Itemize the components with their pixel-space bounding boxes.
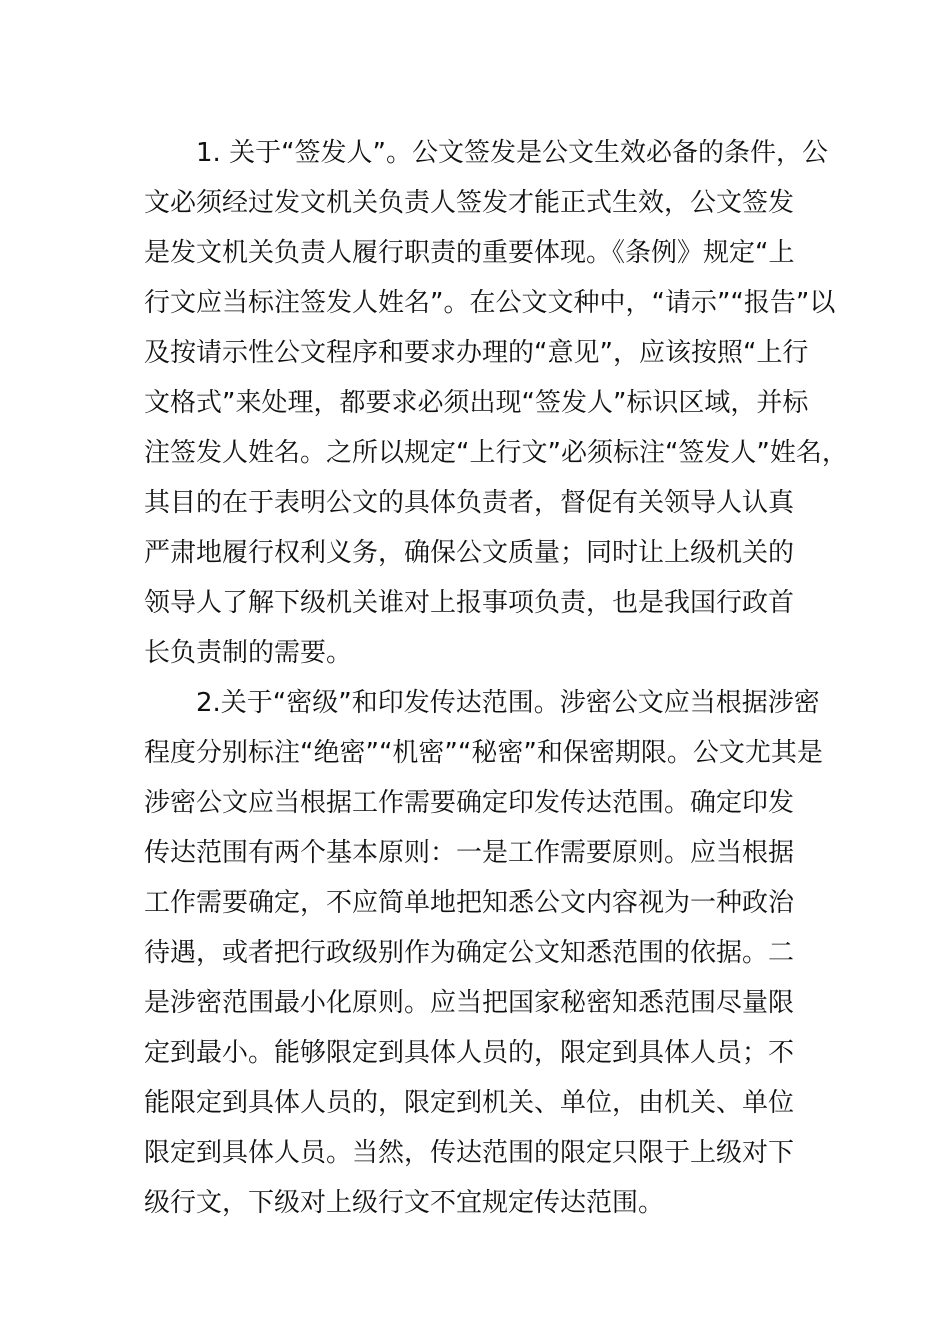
paragraph-signatory [144,128,848,678]
paragraph-line: 涉密公文应当根据工作需要确定印发传达范围。确定印发 [144,788,795,818]
paragraph-line: 工作需要确定，不应简单地把知悉公文内容视为一种政治 [144,888,795,918]
paragraph-line: 程度分别标注“绝密”“机密”“秘密”和保密期限。公文尤其是 [144,738,823,768]
paragraph-line: 文格式”来处理，都要求必须出现“签发人”标识区域，并标 [144,388,809,418]
paragraph-classification [144,678,844,1228]
paragraph-line: 其目的在于表明公文的具体负责者，督促有关领导人认真 [144,488,795,518]
paragraph-line: 长负责制的需要。 [144,638,353,668]
paragraph-line: 限定到具体人员。当然，传达范围的限定只限于上级对下 [144,1138,795,1168]
paragraph-line: 是发文机关负责人履行职责的重要体现。《条例》规定“上 [144,238,795,268]
paragraph-line: 2.关于“密级”和印发传达范围。涉密公文应当根据涉密 [196,688,820,718]
paragraph-line: 注签发人姓名。之所以规定“上行文”必须标注“签发人”姓名， [144,438,848,468]
paragraph-line: 级行文，下级对上级行文不宜规定传达范围。 [144,1188,665,1218]
paragraph-line: 定到最小。能够限定到具体人员的，限定到具体人员；不 [144,1038,795,1068]
document-body [144,128,848,1228]
paragraph-line: 及按请示性公文程序和要求办理的“意见”，应该按照“上行 [144,338,809,368]
paragraph-line: 传达范围有两个基本原则：一是工作需要原则。应当根据 [144,838,795,868]
paragraph-line: 文必须经过发文机关负责人签发才能正式生效，公文签发 [144,188,795,218]
paragraph-line: 领导人了解下级机关谁对上报事项负责，也是我国行政首 [144,588,795,618]
paragraph-line: 1. 关于“签发人”。公文签发是公文生效必备的条件，公 [196,138,829,168]
paragraph-line: 严肃地履行权利义务，确保公文质量；同时让上级机关的 [144,538,795,568]
paragraph-line: 是涉密范围最小化原则。应当把国家秘密知悉范围尽量限 [144,988,795,1018]
paragraph-line: 待遇，或者把行政级别作为确定公文知悉范围的依据。二 [144,938,795,968]
paragraph-line: 行文应当标注签发人姓名”。在公文文种中，“请示”“报告”以 [144,288,836,318]
paragraph-line: 能限定到具体人员的，限定到机关、单位，由机关、单位 [144,1088,795,1118]
